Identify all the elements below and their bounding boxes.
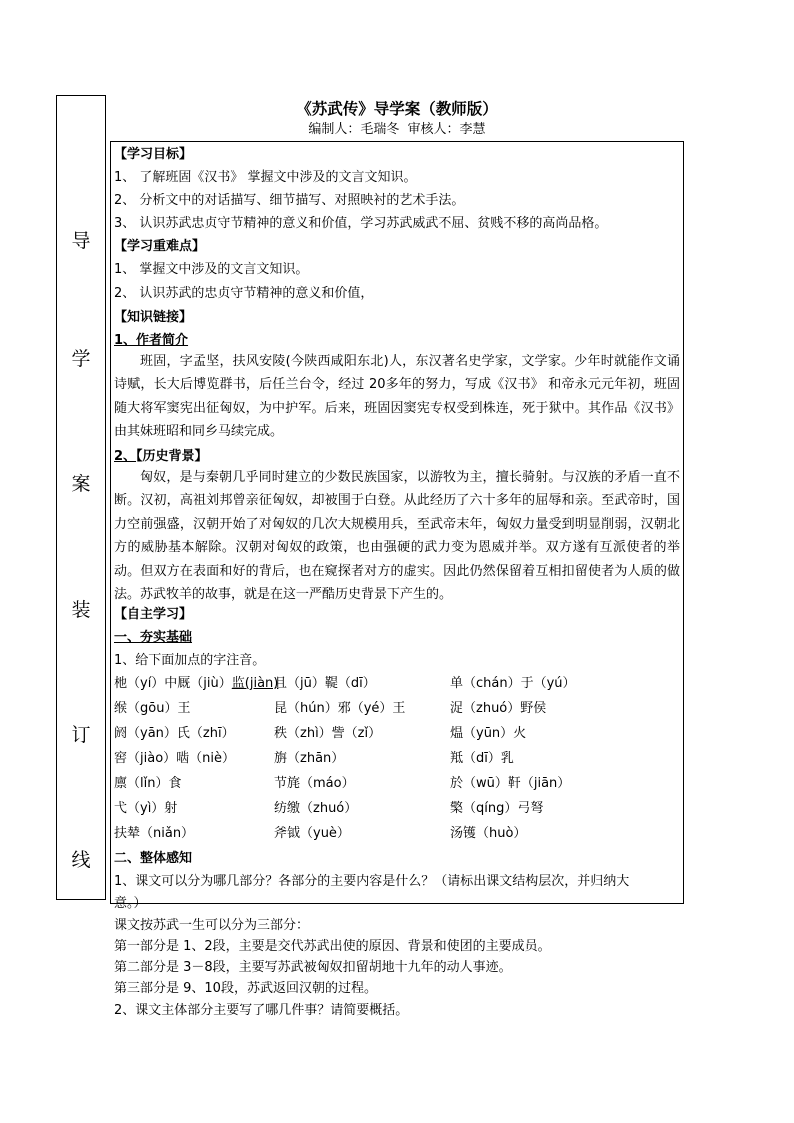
pinyin-item: 扶辇（niǎn） [114, 826, 195, 841]
binding-char: 订 [71, 724, 91, 746]
history-text: 匈奴，是与秦朝几乎同时建立的少数民族国家，以游牧为主，擅长骑射。与汉族的矛盾一直不断。汉初，高祖刘邦曾亲征匈奴，却被围于白登。从此经历了六十多年的屈辱和亲。至武帝时，国力空前强盛，汉朝开始了对匈奴的几次大规模用兵，至武帝末年，匈奴力量受到明显削弱，汉朝北方的威胁基本解除。汉朝对匈奴的政策，也由强硬的武力变为恩威并举。双方遂有互派使者的举动。但双方在表面和好的背后，也在窥探者对方的虚实。因此仍然保留着互相扣留使者为人质的做法。苏武牧羊的故事，就是在这一严酷历史背景下产生的。 [114, 470, 680, 603]
pinyin-item: 纺缴（zhuó） [274, 801, 358, 816]
pinyin-item: 煴（yūn）火 [450, 726, 527, 741]
pinyin-item: 於（wū）靬（jiān） [450, 776, 571, 791]
binding-char: 导 [71, 230, 91, 252]
pinyin-underlined: 监(jiàn) [231, 676, 279, 691]
pinyin-item: 秩（zhì）訾（zǐ） [274, 726, 382, 741]
overall-question-1-cont: 意。） [114, 896, 147, 911]
history-heading-num: 2、 [114, 449, 137, 464]
pinyin-item: 单（chán）于（yú） [450, 676, 576, 691]
keypoints-heading: 【学习重难点】 [114, 239, 206, 254]
pinyin-item: 廪（lǐn）食 [114, 776, 182, 791]
knowledge-heading: 【知识链接】 [114, 310, 193, 325]
pinyin-item: 缑（gōu）王 [114, 701, 191, 716]
answer-line: 课文按苏武一生可以分为三部分： [114, 918, 310, 933]
binding-char: 装 [71, 599, 91, 621]
pinyin-item: 汤镬（huò） [450, 826, 527, 841]
history-heading-text: 【历史背景】 [136, 449, 208, 464]
binding-char: 学 [71, 348, 91, 370]
pinyin-question: 1、给下面加点的字注音。 [114, 653, 266, 668]
keypoint-item: 2、 认识苏武的忠贞守节精神的意义和价值， [114, 286, 374, 301]
pinyin-item: 阏（yān）氏（zhī） [114, 726, 235, 741]
history-heading [114, 446, 208, 468]
answer-line: 第二部分是 3－8段，主要写苏武被匈奴扣留胡地十九年的动人事迹。 [114, 960, 512, 975]
self-study-heading: 【自主学习】 [114, 607, 193, 622]
pinyin-item: 窖（jiào）啮（niè） [114, 751, 235, 766]
objective-item: 2、 分析文中的对话描写、细节描写、对照映衬的艺术手法。 [114, 193, 465, 208]
pinyin-item: 檠（qíng）弓弩 [450, 801, 544, 816]
pinyin-item: 旃（zhān） [274, 751, 345, 766]
overall-question-1: 1、课文可以分为哪几部分？各部分的主要内容是什么？（请标出课文结构层次，并归纳大 [114, 874, 630, 889]
section-overall-heading: 二、整体感知 [114, 851, 193, 866]
answer-line: 第一部分是 1、2段，主要是交代苏武出使的原因、背景和使团的主要成员。 [114, 939, 551, 954]
overall-question-2: 2、课文主体部分主要写了哪几件事？请简要概括。 [114, 1003, 409, 1018]
objective-item: 3、 认识苏武忠贞守节精神的意义和价值，学习苏武威武不屈、贫贱不移的高尚品格。 [114, 216, 608, 231]
objectives-heading: 【学习目标】 [114, 147, 193, 162]
pinyin-item: 浞（zhuó）野侯 [450, 701, 547, 716]
pinyin-item: 昆（hún）邪（yé）王 [274, 701, 406, 716]
document-title: 《苏武传》导学案（教师版） [296, 100, 498, 118]
pinyin-item: 节旄（máo） [274, 776, 355, 791]
pinyin-item: 斧钺（yuè） [274, 826, 350, 841]
objective-item: 1、 了解班固《汉书》 掌握文中涉及的文言文知识。 [114, 170, 417, 185]
pinyin-item: 羝（dī）乳 [450, 751, 514, 766]
author-intro-text: 班固，字孟坚，扶风安陵(今陕西咸阳东北)人，东汉著名史学家，文学家。少年时就能作文诵诗赋，长大后博览群书，后任兰台令，经过 20多年的努力，写成《汉书》 和帝永元元年初，班固随大将军窦宪出征匈奴，为中护军。后来，班固因窦宪专权受到株连，死于狱中。其作品《汉书》由其妹班昭和同乡马续完成。 [114, 354, 680, 440]
binding-char: 案 [71, 473, 91, 495]
author-line: 编制人：毛瑞冬 审核人：李慧 [308, 122, 486, 137]
author-intro-heading: 1、作者简介 [114, 333, 189, 348]
pinyin-item: 杝（yí）中厩（jiù）监(jiàn) [114, 676, 279, 691]
answer-line: 第三部分是 9、10段，苏武返回汉朝的过程。 [114, 981, 377, 996]
pinyin-item: 且（jū）鞮（dī） [274, 676, 376, 691]
pinyin-item: 弋（yì）射 [114, 801, 178, 816]
binding-strip [56, 95, 106, 900]
keypoint-item: 1、 掌握文中涉及的文言文知识。 [114, 262, 309, 277]
binding-char: 线 [71, 849, 91, 871]
section-foundation-heading: 一、夯实基础 [114, 630, 193, 645]
